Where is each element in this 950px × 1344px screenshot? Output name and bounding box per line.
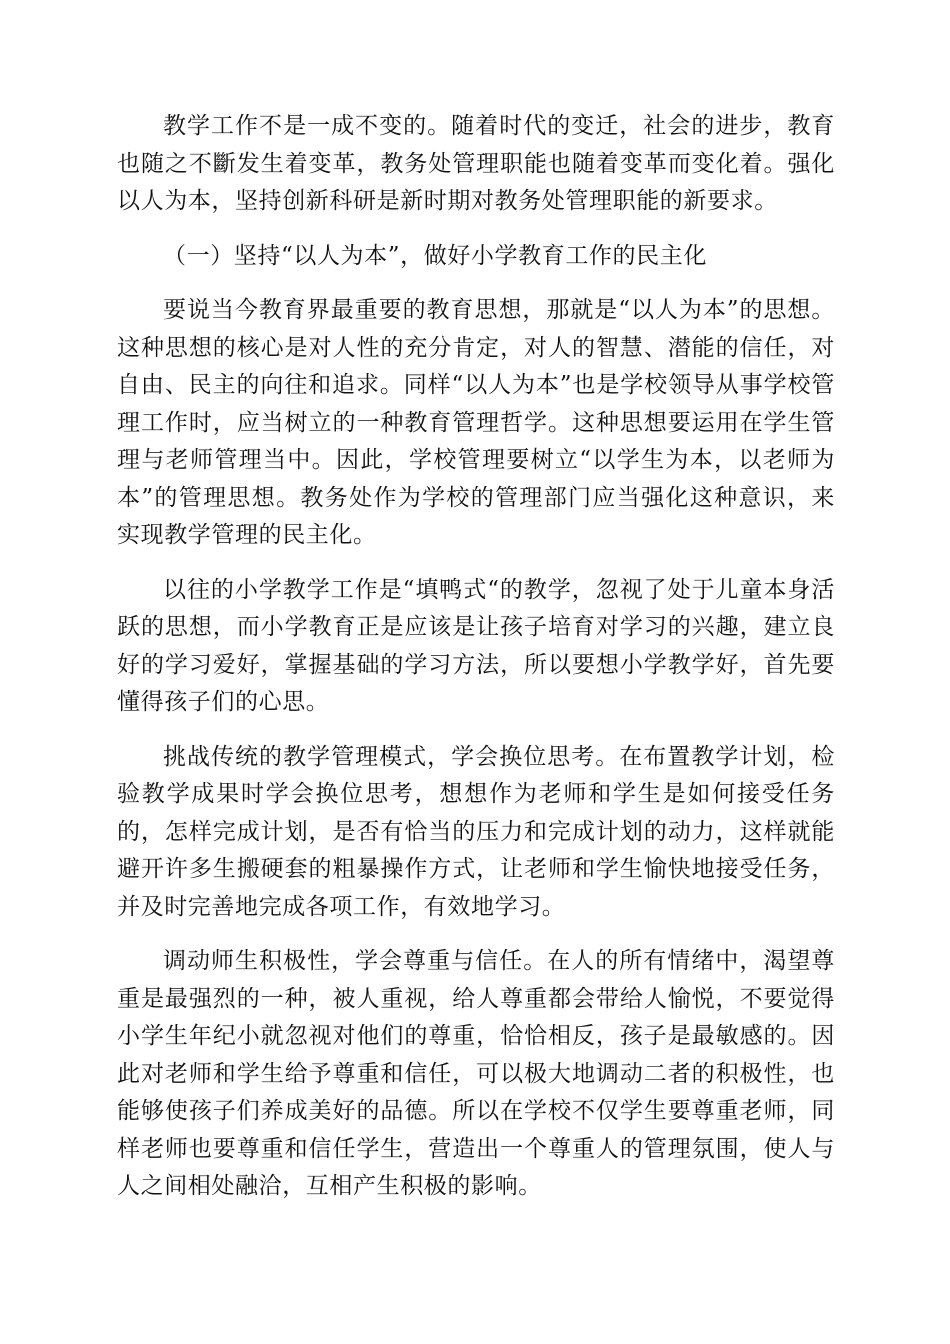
paragraph-perspective-taking: 挑战传统的教学管理模式，学会换位思考。在布置教学计划，检验教学成果时学会换位思考，想想作为老师和学生是如何接受任务的，怎样完成计划，是否有恰当的压力和完成计划的动力，这样就能避开许多生搬硬套的粗暴操作方式，让老师和学生愉快地接受任务，并及时完善地完成各项工作，有效地学习。 [117,743,835,920]
document-body [117,108,835,1223]
paragraph-people-oriented: 要说当今教育界最重要的教育思想，那就是“以人为本”的思想。这种思想的核心是对人性的充分肯定，对人的智慧、潜能的信任，对自由、民主的向往和追求。同样“以人为本”也是学校领导从事学校管理工作时，应当树立的一种教育管理哲学。这种思想要运用在学生管理与老师管理当中。因此，学校管理要树立“以学生为本，以老师为本”的管理思想。教务处作为学校的管理部门应当强化这种意识，来实现教学管理的民主化。 [117,297,835,548]
section-heading: （一）坚持“以人为本”，做好小学教育工作的民主化 [163,242,707,269]
paragraph-respect-trust: 调动师生积极性，学会尊重与信任。在人的所有情绪中，渴望尊重是最强烈的一种，被人重视，给人尊重都会带给人愉悦，不要觉得小学生年纪小就忽视对他们的尊重，恰恰相反，孩子是最敏感的。因此对老师和学生给予尊重和信任，可以极大地调动二者的积极性，也能够使孩子们养成美好的品德。所以在学校不仅学生要尊重老师，同样老师也要尊重和信任学生，营造出一个尊重人的管理氛围，使人与人之间相处融洽，互相产生积极的影响。 [117,948,835,1199]
paragraph-past-teaching: 以往的小学教学工作是“填鸭式“的教学，忽视了处于儿童本身活跃的思想，而小学教育正是应该是让孩子培育对学习的兴趣，建立良好的学习爱好，掌握基础的学习方法，所以要想小学教学好，首先要懂得孩子们的心思。 [117,576,835,715]
paragraph-intro: 教学工作不是一成不变的。随着时代的变迁，社会的进步，教育也随之不斷发生着变革，教务处管理职能也随着变革而变化着。强化以人为本，坚持创新科研是新时期对教务处管理职能的新要求。 [117,113,835,214]
